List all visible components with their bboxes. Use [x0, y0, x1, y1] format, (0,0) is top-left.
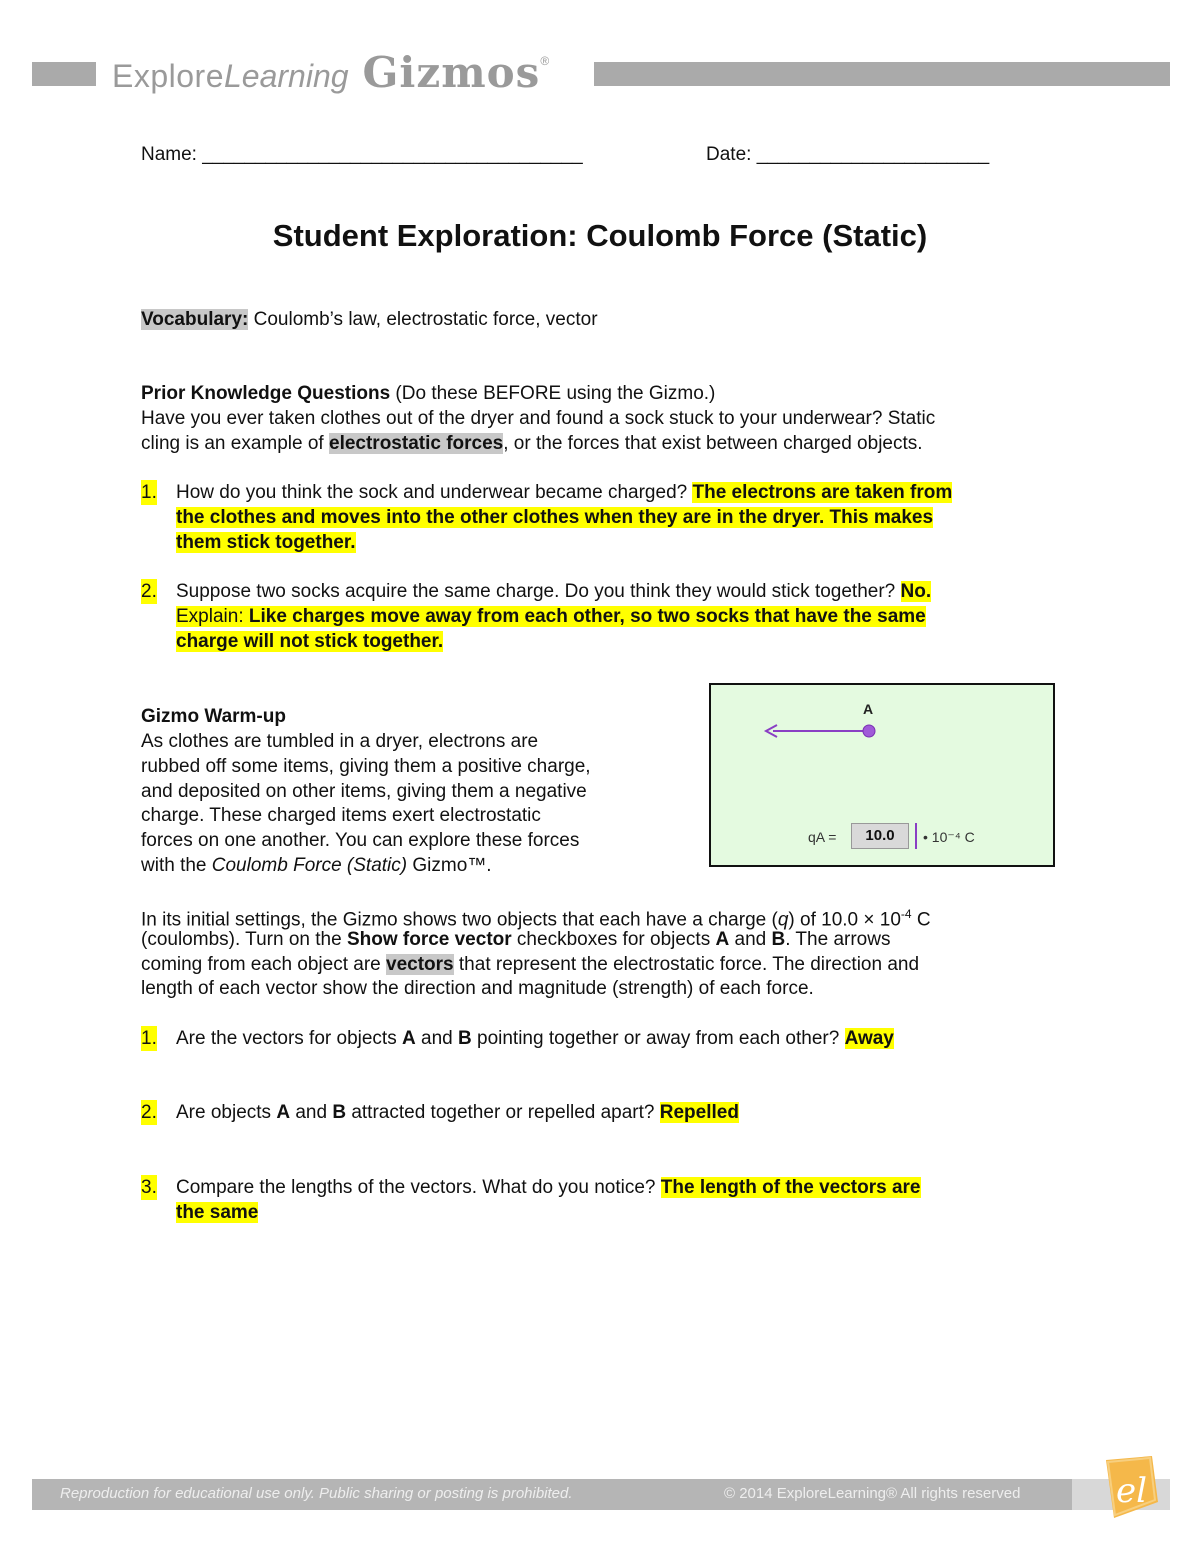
question-body: [176, 579, 931, 654]
settings-text: ) of 10.0 × 10: [788, 909, 901, 931]
date-label: Date:: [706, 144, 752, 165]
intro-text-a: cling is an example of: [141, 433, 329, 454]
object-a-ref: A: [402, 1028, 416, 1049]
warmup-heading: Gizmo Warm-up: [141, 706, 286, 727]
question-number: 3.: [141, 1177, 157, 1198]
settings-text: that represent the electrostatic force. The direction and: [453, 954, 920, 975]
footer-copyright: © 2014 ExploreLearning® All rights reserved: [724, 1485, 1021, 1502]
question-body: [176, 480, 952, 555]
object-b-ref: B: [332, 1102, 347, 1123]
question-text: and: [290, 1102, 333, 1123]
show-force-vector-term: Show force vector: [346, 929, 512, 950]
question-text: Suppose two socks acquire the same charge. Do you think they would stick together?: [176, 581, 901, 602]
object-a-label: A: [863, 701, 874, 717]
warmup-text: with the: [141, 855, 212, 876]
settings-text: checkboxes for objects: [511, 929, 716, 950]
settings-line-2: [141, 927, 890, 952]
question-text: pointing together or away from each other?: [471, 1028, 845, 1049]
warmup-line: and deposited on other items, giving them a negative: [141, 781, 587, 802]
question-text: How do you think the sock and underwear became charged?: [176, 482, 693, 503]
warmup-line-last: [141, 853, 492, 878]
answer-text: The electrons are taken from: [692, 482, 953, 503]
charge-label: qA =: [808, 829, 837, 845]
settings-text: C: [911, 909, 931, 931]
term-vectors: vectors: [386, 954, 454, 975]
explain-label: Explain:: [176, 606, 249, 627]
prior-question-1: [141, 480, 1081, 560]
footer-notice: Reproduction for educational use only. Public sharing or posting is prohibited.: [60, 1485, 573, 1502]
object-a-charge: [863, 725, 875, 737]
prior-knowledge-title: Prior Knowledge Questions: [141, 383, 391, 404]
object-b-ref: B: [771, 929, 786, 950]
gizmo-name: Coulomb Force (Static): [211, 855, 408, 876]
answer-text: the clothes and moves into the other clothes when they are in the dryer. This makes: [176, 507, 934, 528]
prior-knowledge-note: (Do these BEFORE using the Gizmo.): [390, 383, 716, 404]
warmup-line: rubbed off some items, giving them a positive charge,: [141, 756, 591, 777]
answer-text: Away: [844, 1028, 894, 1049]
warmup-question-2: [141, 1100, 1081, 1126]
prior-knowledge-intro-2: [141, 431, 923, 456]
object-b-ref: B: [458, 1028, 472, 1049]
intro-text-b: , or the forces that exist between charged objects.: [503, 433, 923, 454]
prior-question-2: [141, 579, 1081, 659]
answer-text: Repelled: [659, 1102, 739, 1123]
question-text: Compare the lengths of the vectors. What do you notice?: [176, 1177, 661, 1198]
prior-knowledge-heading: [141, 381, 715, 406]
exponent: -4: [900, 907, 912, 921]
vocabulary-terms: Coulomb’s law, electrostatic force, vector: [248, 309, 598, 330]
date-field: [706, 142, 989, 167]
settings-text: In its initial settings, the Gizmo shows two objects that each have a charge (: [141, 909, 778, 931]
explorelearning-gizmos-logo: [112, 48, 549, 98]
question-number: 2.: [141, 581, 157, 602]
input-cursor: [915, 823, 917, 849]
vocabulary-line: [141, 307, 598, 332]
answer-text: No.: [900, 581, 932, 602]
term-electrostatic-forces: electrostatic forces: [329, 433, 504, 454]
answer-text: the same: [176, 1202, 259, 1223]
question-number: 2.: [141, 1102, 157, 1123]
charge-input[interactable]: 10.0: [851, 823, 909, 849]
settings-line-4: length of each vector show the direction and magnitude (strength) of each force.: [141, 978, 814, 999]
brand-registered-mark: ®: [540, 54, 550, 68]
answer-text: The length of the vectors are: [660, 1177, 921, 1198]
logo-text: el: [1116, 1471, 1147, 1511]
page-title: Student Exploration: Coulomb Force (Static): [272, 218, 928, 253]
question-text: Are objects: [176, 1102, 277, 1123]
question-body: [176, 1026, 894, 1051]
name-label: Name:: [141, 144, 197, 165]
question-body: [176, 1175, 921, 1225]
name-field: [141, 142, 583, 167]
warmup-text: Gizmo™.: [407, 855, 492, 876]
question-number: 1.: [141, 482, 157, 503]
settings-text: and: [729, 929, 772, 950]
charge-unit: • 10⁻⁴ C: [923, 829, 975, 845]
gizmo-screenshot: [709, 683, 1055, 867]
answer-text: them stick together.: [176, 532, 356, 553]
warmup-line: charge. These charged items exert electrostatic: [141, 805, 541, 826]
date-blank: ______________________: [756, 144, 990, 165]
settings-text: (coulombs). Turn on the: [141, 929, 347, 950]
settings-text: coming from each object are: [141, 954, 387, 975]
prior-knowledge-intro-1: Have you ever taken clothes out of the dryer and found a sock stuck to your underwear? Static: [141, 408, 936, 429]
warmup-line: forces on one another. You can explore these forces: [141, 830, 580, 851]
settings-line-3: [141, 952, 919, 977]
question-body: [176, 1100, 739, 1125]
explorelearning-el-logo: [1096, 1452, 1162, 1522]
warmup-question-3: [141, 1175, 1081, 1227]
question-text: and: [415, 1028, 458, 1049]
brand-gizmos: Gizmos: [362, 48, 541, 97]
brand-learning: Learning: [224, 58, 349, 94]
header-band-right: [594, 62, 1170, 86]
brand-explore: Explore: [112, 58, 224, 94]
vocabulary-label: Vocabulary:: [141, 309, 249, 330]
charge-symbol: q: [777, 909, 789, 931]
answer-text: charge will not stick together.: [176, 631, 444, 652]
warmup-question-1: [141, 1026, 1081, 1052]
object-a-ref: A: [276, 1102, 291, 1123]
header-band-left: [32, 62, 96, 86]
object-a-ref: A: [715, 929, 730, 950]
name-blank: ____________________________________: [202, 144, 583, 165]
question-number: 1.: [141, 1028, 157, 1049]
question-text: Are the vectors for objects: [176, 1028, 402, 1049]
warmup-line: As clothes are tumbled in a dryer, electrons are: [141, 731, 539, 752]
answer-text: Like charges move away from each other, so two socks that have the same: [248, 606, 926, 627]
settings-text: . The arrows: [785, 929, 891, 950]
question-text: attracted together or repelled apart?: [346, 1102, 660, 1123]
